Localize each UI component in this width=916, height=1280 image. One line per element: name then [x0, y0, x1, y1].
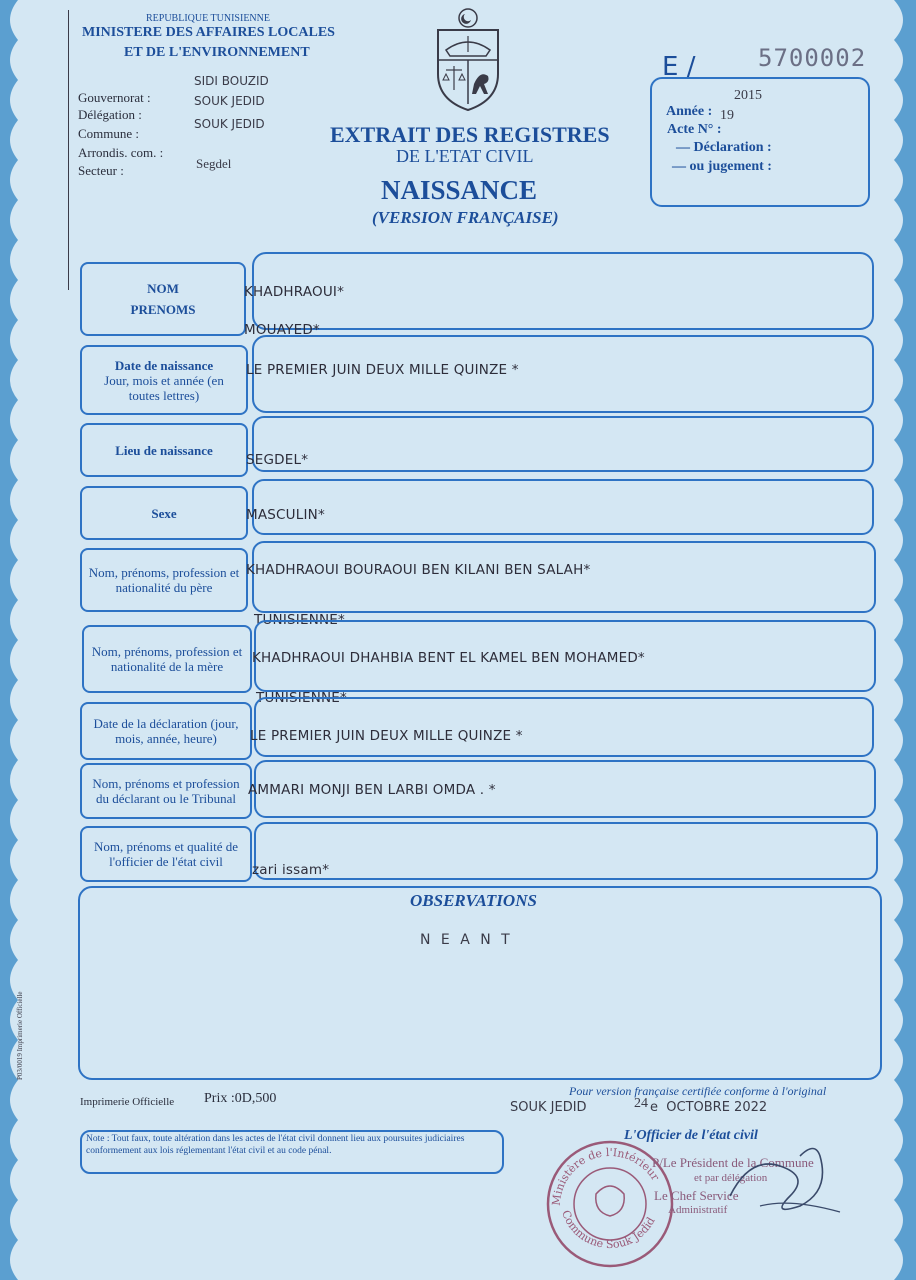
value-pere-nationalite: TUNISIENNE* [254, 612, 345, 628]
value-sexe: MASCULIN* [246, 507, 325, 523]
title-naissance: NAISSANCE [381, 175, 538, 205]
label-sexe [80, 486, 248, 540]
label-sexe-title: Sexe [151, 505, 177, 521]
title-etat-civil: DE L'ETAT CIVIL [396, 146, 534, 166]
value-box-declaration [254, 697, 874, 757]
label-pere: Nom, prénoms, profession et nationalité du père [80, 548, 248, 612]
label-date-naissance [80, 345, 248, 415]
date-mois-annee: e OCTOBRE 2022 [650, 1100, 768, 1115]
officier-signature-title: L'Officier de l'état civil [624, 1128, 758, 1143]
label-lieu-naissance-title: Lieu de naissance [115, 442, 213, 458]
stamp-line-3: Le Chef Service [654, 1188, 739, 1203]
imprimerie-label: Imprimerie Officielle [80, 1096, 175, 1108]
date-lieu: SOUK JEDID [510, 1100, 587, 1115]
tunisia-coat-of-arms [432, 4, 504, 116]
ministere-line-1: MINISTERE DES AFFAIRES LOCALES [82, 25, 335, 40]
label-mere: Nom, prénoms, profession et nationalité de la mère [82, 625, 252, 693]
prix-label: Prix :0D,500 [204, 1091, 277, 1106]
date-jour: 24 [634, 1096, 648, 1111]
commune-label: Commune : [78, 126, 140, 141]
label-date-naissance-title: Date de naissance [114, 357, 214, 373]
label-nom-prenoms [80, 262, 246, 336]
side-code: P03/0019 Imprimerie Officielle [16, 991, 24, 1080]
commune-value: SOUK JEDID [194, 117, 265, 131]
value-pere: KHADHRAOUI BOURAOUI BEN KILANI BEN SALAH* [246, 562, 591, 578]
label-declarant: Nom, prénoms et profession du déclarant ou le Tribunal [80, 763, 252, 819]
left-rule [68, 10, 69, 290]
value-prenoms: MOUAYED* [244, 322, 320, 338]
jugement-label: — ou jugement : [672, 159, 772, 174]
title-version: (VERSION FRANÇAISE) [372, 208, 559, 227]
value-declarant: AMMARI MONJI BEN LARBI OMDA . * [248, 782, 496, 798]
value-lieu: SEGDEL* [246, 452, 309, 468]
label-prenoms: PRENOMS [130, 302, 196, 317]
note-text: Note : Tout faux, toute altération dans les actes de l'état civil donnent lieu aux poursuites judiciaires conformement aux lois réglementant l'état civil et au code pénal. [86, 1134, 465, 1156]
secteur-label: Secteur : [78, 163, 124, 178]
value-date-declaration: LE PREMIER JUIN DEUX MILLE QUINZE * [250, 728, 523, 744]
annee-label: Année : [666, 104, 713, 119]
value-mere-nationalite: TUNISIENNE* [256, 690, 347, 706]
stamp-line-1: P/Le Président de la Commune [652, 1155, 814, 1170]
stamp-line-2: et par délégation [694, 1172, 768, 1184]
value-mere: KHADHRAOUI DHAHBIA BENT EL KAMEL BEN MOHAMED* [252, 650, 645, 666]
acte-value: 19 [720, 108, 734, 123]
label-officier: Nom, prénoms et qualité de l'officier de l'état civil [80, 826, 252, 882]
title-extrait: EXTRAIT DES REGISTRES [330, 122, 610, 147]
scalloped-edge-right [882, 0, 916, 1280]
label-nom: NOM [147, 281, 179, 296]
certification-text: Pour version française certifiée conforme à l'original [569, 1084, 827, 1098]
value-box-sexe [252, 479, 874, 535]
label-date-declaration: Date de la déclaration (jour, mois, année, heure) [80, 702, 252, 760]
stamp-text-top: Ministère de l'Intérieur [549, 1145, 662, 1207]
label-lieu-naissance [80, 423, 248, 477]
value-officier: zari issam* [252, 862, 330, 878]
value-box-nom [252, 252, 874, 330]
observations-box [78, 886, 882, 1080]
republique-label: REPUBLIQUE TUNISIENNE [146, 13, 270, 24]
stamp-line-4: Administratif [668, 1204, 728, 1216]
value-nom: KHADHRAOUI* [244, 284, 345, 300]
value-box-lieu [252, 416, 874, 472]
gouvernorat-label: Gouvernorat : [78, 90, 151, 105]
value-box-officier [254, 822, 878, 880]
observations-title: OBSERVATIONS [410, 891, 537, 910]
value-date-naissance: LE PREMIER JUIN DEUX MILLE QUINZE * [246, 362, 519, 378]
arrondissement-label: Arrondis. com. : [78, 145, 164, 160]
stamp-text-bottom: Commune Souk Jedid [559, 1208, 658, 1252]
label-date-naissance-detail: Jour, mois et année (en toutes lettres) [104, 372, 224, 403]
secteur-value: Segdel [196, 156, 232, 171]
ministere-line-2: ET DE L'ENVIRONNEMENT [124, 45, 310, 60]
declaration-label: — Déclaration : [676, 140, 772, 155]
delegation-label: Délégation : [78, 107, 142, 122]
handwritten-signature [720, 1136, 860, 1226]
acte-label: Acte N° : [667, 122, 722, 137]
observations-value: N E A N T [420, 932, 513, 948]
delegation-value: SOUK JEDID [194, 94, 265, 108]
registry-prefix: E / [662, 52, 696, 82]
annee-value: 2015 [734, 88, 762, 103]
gouvernorat-value: SIDI BOUZID [194, 74, 269, 88]
registry-number: 5700002 [758, 44, 867, 72]
